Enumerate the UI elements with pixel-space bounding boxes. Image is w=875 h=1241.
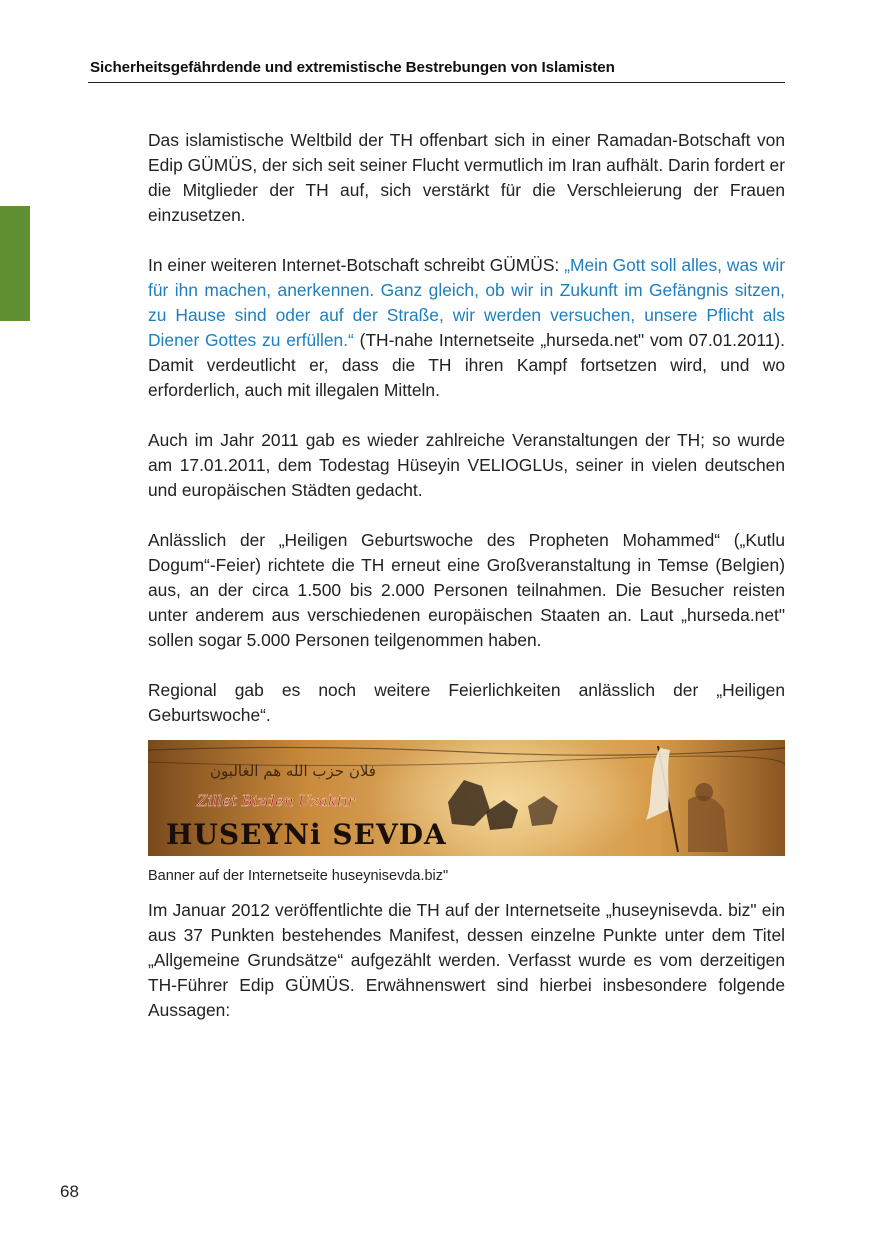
paragraph-4: Anlässlich der „Heiligen Geburtswoche des Propheten Mohammed“ („Kutlu Dogum“-Feier) richtete die TH erneut eine Großveranstaltung in Temse (Belgien) aus, an der circa 1.500 bis 2.000 Personen teilnahmen. Die Besucher reisten unter anderem aus verschiedenen europäischen Staaten an. Laut „hurseda.net" sollen sogar 5.000 Personen teilgenommen haben.: [148, 530, 785, 650]
paragraph-1: Das islamistische Weltbild der TH offenbart sich in einer Ramadan-Botschaft von Edip GÜMÜS, der sich seit seiner Flucht vermutlich im Iran aufhält. Darin fordert er die Mitglieder der TH auf, sich verstärkt für die Verschleierung der Frauen einzusetzen.: [148, 130, 785, 225]
paragraph-2: [148, 253, 785, 403]
page-number: 68: [60, 1182, 79, 1201]
main-content: [148, 128, 785, 1048]
paragraph-2-rest: (TH-nahe Internetseite „hurseda.net" vom 07.01.2011). Damit verdeutlicht er, dass die TH ihren Kampf fortsetzen wird, und wo erforderlich, auch mit illegalen Mitteln.: [148, 330, 786, 400]
header-rule: [88, 82, 785, 83]
banner-image: [148, 740, 785, 856]
huseyni-sevda-banner: [148, 740, 785, 856]
paragraph-6: Im Januar 2012 veröffentlichte die TH auf der Internetseite „huseynisevda. biz" ein aus 37 Punkten bestehendes Manifest, dessen einzelne Punkte unter dem Titel „Allgemeine Grundsätze“ aufgezählt werden. Verfasst wurde es vom derzeitigen TH-Führer Edip GÜMÜS. Erwähnenswert sind hierbei insbesondere folgende Aussagen:: [148, 900, 785, 1020]
banner-subtitle: Zillet Bizden Uzaktır: [197, 792, 355, 810]
paragraph-5: Regional gab es noch weitere Feierlichkeiten anlässlich der „Heiligen Geburtswoche“.: [148, 680, 785, 725]
banner-arabic-text: فلان حزب الله هم الغالبون: [210, 762, 376, 780]
gumus-quote: „Mein Gott soll alles, was wir für ihn machen, anerkennen. Ganz gleich, ob wir in Zukunft im Gefängnis sitzen, zu Hause sind oder auf der Straße, wir werden versuchen, unsere Pflicht als Diener Gottes zu erfüllen.“: [148, 255, 785, 350]
chapter-tab-marker: [0, 206, 30, 321]
paragraph-2-intro: In einer weiteren Internet-Botschaft schreibt GÜMÜS:: [148, 255, 565, 275]
banner-title: HUSEYNi SEVDA: [166, 818, 447, 851]
paragraph-3: Auch im Jahr 2011 gab es wieder zahlreiche Veranstaltungen der TH; so wurde am 17.01.2011, dem Todestag Hüseyin VELIOGLUs, seiner in vielen deutschen und europäischen Städten gedacht.: [148, 430, 785, 500]
banner-caption: Banner auf der Internetseite huseynisevda.biz": [148, 868, 449, 884]
running-header: Sicherheitsgefährdende und extremistische Bestrebungen von Islamisten: [90, 59, 615, 76]
